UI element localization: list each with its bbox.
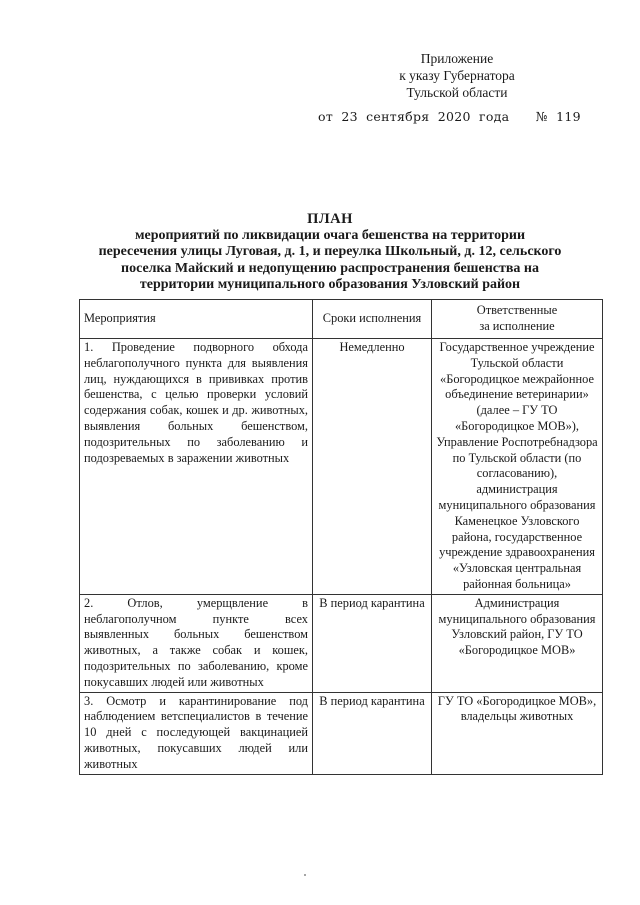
table-row xyxy=(80,594,603,692)
scan-speck xyxy=(304,874,306,876)
measures-table xyxy=(79,299,603,775)
row-1-responsible: Государственное учреждение Тульской области «Богородицкое межрайонное объединение ветеринарии» (далее – ГУ ТО «Богородицкое МОВ»), Управление Роспотребнадзора по Тульской области (по согласованию), администрация муниципального образования Каменецкое Узловского района, государственное учреждение здравоохранения «Узловская центральная районная больница» xyxy=(432,339,603,595)
title-line-1: мероприятий по ликвидации очага бешенства на территории xyxy=(134,227,526,243)
title-heading: ПЛАН xyxy=(307,211,353,227)
header-measures: Мероприятия xyxy=(80,300,313,339)
header-deadlines: Сроки исполнения xyxy=(313,300,432,339)
annex-line-3: Тульской области xyxy=(406,85,508,100)
decree-reference xyxy=(318,109,581,124)
row-1-deadline: Немедленно xyxy=(313,339,432,595)
row-3-measure: 3. Осмотр и карантинирование под наблюдением ветспециалистов в течение 10 дней с последующей вакцинацией животных, покусавших людей или животных xyxy=(80,692,313,774)
row-3-deadline: В период карантина xyxy=(313,692,432,774)
decree-number: № 119 xyxy=(535,109,581,124)
row-2-deadline: В период карантина xyxy=(313,594,432,692)
header-responsible-line-1: Ответственные xyxy=(476,303,558,318)
decree-date: от 23 сентября 2020 года xyxy=(318,109,510,124)
annex-line-2: к указу Губернатора xyxy=(399,68,515,83)
row-2-responsible: Администрация муниципального образования Узловский район, ГУ ТО «Богородицкое МОВ» xyxy=(432,594,603,692)
title-line-4: территории муниципального образования Узловский район xyxy=(139,277,521,292)
row-2-measure: 2. Отлов, умерщвление в неблагополучном пункте всех выявленных больных бешенством животных, а также собак и кошек, подозрительных по заболеванию, кроме покусавших людей или животных xyxy=(80,594,313,692)
table-row xyxy=(80,339,603,595)
document-title xyxy=(80,211,580,294)
annex-block xyxy=(372,50,542,101)
row-3-responsible: ГУ ТО «Богородицкое МОВ», владельцы животных xyxy=(432,692,603,774)
title-line-2: пересечения улицы Луговая, д. 1, и переулка Школьный, д. 12, сельского xyxy=(98,244,562,259)
table-row xyxy=(80,692,603,774)
header-responsible-line-2: за исполнение xyxy=(479,319,555,333)
header-responsible xyxy=(432,300,603,339)
row-1-measure: 1. Проведение подворного обхода неблагополучного пункта для выявления лиц, нуждающихся в прививках против бешенства, с целью проверки условий содержания собак, кошек и др. животных, выявления больных бешенством, подозрительных по заболеванию и подозреваемых в заражении животных xyxy=(80,339,313,595)
annex-line-1: Приложение xyxy=(420,51,494,66)
title-line-3: поселка Майский и недопущению распространения бешенства на xyxy=(121,260,539,276)
table-header-row xyxy=(80,300,603,339)
